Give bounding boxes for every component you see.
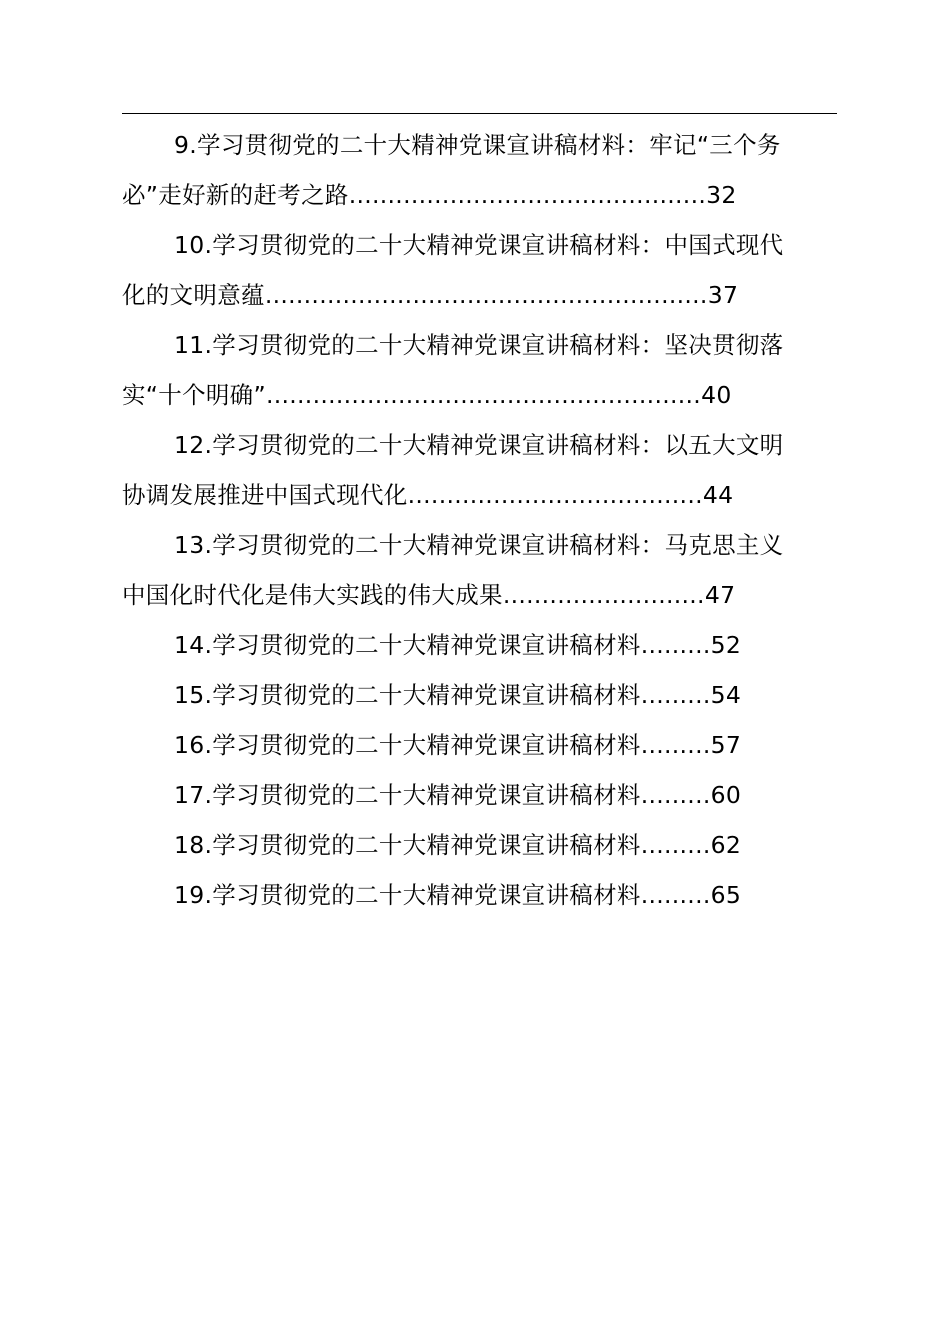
toc-page-number: 57 bbox=[710, 731, 742, 759]
toc-entry-16[interactable] bbox=[122, 720, 837, 770]
toc-entry-title-continuation: 中国化时代化是伟大实践的伟大成果 bbox=[122, 581, 503, 609]
toc-entry-title-line2 bbox=[122, 470, 837, 520]
toc-leader-dots: ......... bbox=[640, 731, 711, 759]
toc-entry-title: 15.学习贯彻党的二十大精神党课宣讲稿材料 bbox=[174, 681, 641, 709]
toc-leader-dots: ......... bbox=[640, 831, 711, 859]
toc-page-number: 44 bbox=[702, 481, 734, 509]
toc-entry-title-line1: 12.学习贯彻党的二十大精神党课宣讲稿材料：以五大文明 bbox=[174, 431, 784, 459]
toc-leader-dots: ......... bbox=[640, 881, 711, 909]
toc-entry-19[interactable] bbox=[122, 870, 837, 920]
toc-leader-dots: ......... bbox=[640, 781, 711, 809]
toc-entry-title-continuation: 实“十个明确” bbox=[122, 381, 266, 409]
toc-entry-17[interactable] bbox=[122, 770, 837, 820]
toc-entry-title-line1: 9.学习贯彻党的二十大精神党课宣讲稿材料：牢记“三个务 bbox=[174, 131, 781, 159]
toc-page-number: 40 bbox=[701, 381, 732, 409]
toc-entry-title: 17.学习贯彻党的二十大精神党课宣讲稿材料 bbox=[174, 781, 641, 809]
toc-entry-11[interactable] bbox=[122, 320, 837, 420]
toc-entry-12[interactable] bbox=[122, 420, 837, 520]
toc-entry-14[interactable] bbox=[122, 620, 837, 670]
toc-page-number: 65 bbox=[710, 881, 742, 909]
toc-leader-dots: .............................................. bbox=[348, 181, 707, 209]
toc-entry-line bbox=[122, 770, 836, 820]
toc-entry-title: 14.学习贯彻党的二十大精神党课宣讲稿材料 bbox=[174, 631, 641, 659]
toc-entry-title-line2 bbox=[122, 270, 837, 320]
header-rule bbox=[122, 113, 837, 114]
toc-entry-9[interactable] bbox=[122, 120, 837, 220]
toc-leader-dots: ...................................... bbox=[407, 481, 703, 509]
toc-entry-10[interactable] bbox=[122, 220, 837, 320]
toc-page-number: 52 bbox=[710, 631, 742, 659]
toc-entry-title-line2 bbox=[122, 170, 837, 220]
toc-entry-title-line2 bbox=[122, 370, 837, 420]
toc-entry-title-line1: 11.学习贯彻党的二十大精神党课宣讲稿材料：坚决贯彻落 bbox=[174, 331, 784, 359]
toc-entry-title-line1: 13.学习贯彻党的二十大精神党课宣讲稿材料：马克思主义 bbox=[174, 531, 784, 559]
toc-leader-dots: ......................................................... bbox=[264, 281, 708, 309]
toc-leader-dots: ......... bbox=[640, 681, 711, 709]
toc-entry-title: 16.学习贯彻党的二十大精神党课宣讲稿材料 bbox=[174, 731, 641, 759]
toc-entry-title-line2 bbox=[122, 570, 837, 620]
toc-entry-line bbox=[122, 820, 836, 870]
toc-leader-dots: .......................... bbox=[502, 581, 705, 609]
toc-page-number: 32 bbox=[706, 181, 737, 209]
toc-entry-title-continuation: 协调发展推进中国式现代化 bbox=[122, 481, 408, 509]
toc-entry-title-continuation: 必”走好新的赶考之路 bbox=[122, 181, 349, 209]
toc-page-number: 47 bbox=[704, 581, 736, 609]
toc-entry-15[interactable] bbox=[122, 670, 837, 720]
toc-page-number: 37 bbox=[707, 281, 739, 309]
toc-entry-line bbox=[122, 670, 836, 720]
toc-leader-dots: ......... bbox=[640, 631, 711, 659]
toc-entry-title-continuation: 化的文明意蕴 bbox=[122, 281, 265, 309]
toc-entry-18[interactable] bbox=[122, 820, 837, 870]
table-of-contents bbox=[122, 120, 837, 920]
toc-entry-title: 18.学习贯彻党的二十大精神党课宣讲稿材料 bbox=[174, 831, 641, 859]
toc-page-number: 62 bbox=[710, 831, 742, 859]
toc-page-number: 54 bbox=[710, 681, 742, 709]
toc-entry-line bbox=[122, 620, 836, 670]
toc-entry-line bbox=[122, 870, 836, 920]
toc-entry-13[interactable] bbox=[122, 520, 837, 620]
toc-entry-title-line1: 10.学习贯彻党的二十大精神党课宣讲稿材料：中国式现代 bbox=[174, 231, 784, 259]
toc-entry-title: 19.学习贯彻党的二十大精神党课宣讲稿材料 bbox=[174, 881, 641, 909]
toc-entry-line bbox=[122, 720, 836, 770]
toc-leader-dots: ........................................................ bbox=[265, 381, 702, 409]
toc-page-number: 60 bbox=[710, 781, 742, 809]
